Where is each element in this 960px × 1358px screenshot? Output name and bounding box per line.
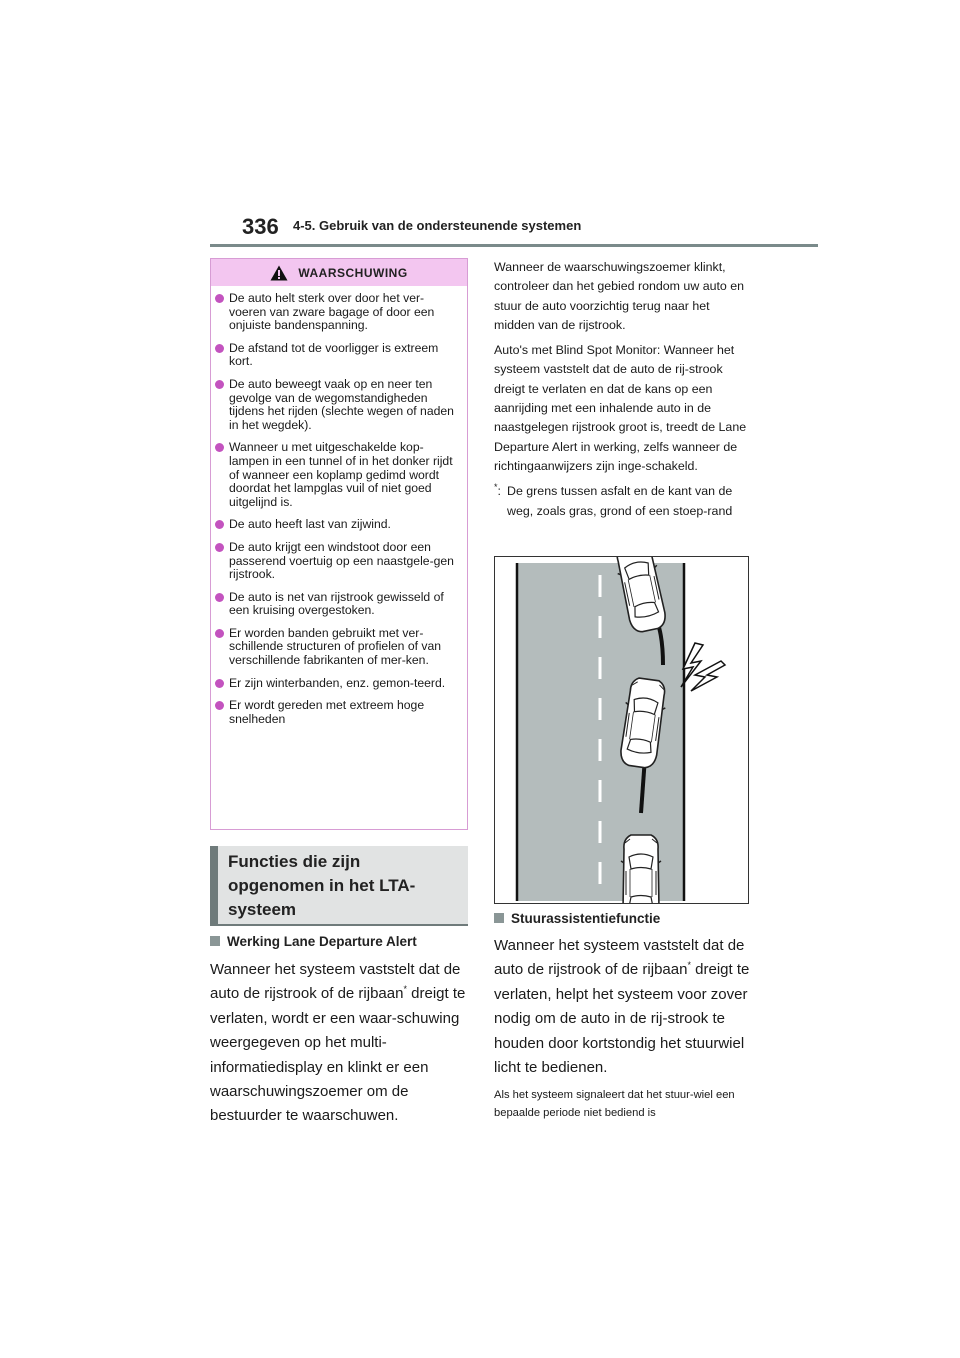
steering-assist-description — [494, 934, 756, 1080]
footnote-asterisk: * — [494, 482, 498, 493]
header-rule — [210, 244, 818, 247]
footnote-colon: : — [497, 484, 501, 499]
warning-title: WAARSCHUWING — [298, 265, 408, 280]
list-item — [211, 541, 467, 582]
lane-departure-alert-description — [210, 958, 472, 1129]
subheading-text: Stuurassistentiefunctie — [511, 911, 661, 926]
paragraph: Wanneer de waarschuwingszoemer klinkt, controleer dan het gebied rondom uw auto en stuur de auto voorzichtig terug naar het midden van de rijstrook. — [494, 260, 745, 332]
section-heading — [210, 846, 468, 926]
body-text: Wanneer het systeem vaststelt dat de auto de rijstrook of de rijbaan — [210, 961, 461, 1003]
bullet-icon — [215, 593, 224, 602]
bullet-icon — [215, 294, 224, 303]
list-item — [211, 591, 467, 618]
warning-item-text: Er zijn winterbanden, enz. gemon-teerd. — [229, 675, 446, 690]
road-diagram — [495, 557, 748, 903]
footnote — [494, 482, 752, 521]
footnote-marker — [494, 482, 507, 521]
bullet-icon — [215, 629, 224, 638]
list-item — [211, 292, 467, 333]
warning-item-text: Wanneer u met uitgeschakelde kop-lampen in een tunnel of in het donker rijdt of wanneer een koplamp gedimd wordt doordat het lampglas vuil of niet goed uitgelijnd is. — [229, 440, 453, 509]
bullet-icon — [215, 543, 224, 552]
subheading-text: Werking Lane Departure Alert — [227, 934, 417, 949]
footnote-text: De grens tussen asfalt en de kant van de weg, zoals gras, grond of een stoep-rand — [507, 484, 733, 518]
body-text: dreigt te verlaten, wordt er een waar-schuwing weergegeven op het multi-informatiedisplay en klinkt er een waarschuwingszoemer om de bestuurder te waarschuwen. — [210, 985, 466, 1125]
section-title: 4-5. Gebruik van de ondersteunende systemen — [293, 218, 582, 233]
bullet-icon — [215, 344, 224, 353]
paragraph: Auto's met Blind Spot Monitor: Wanneer het systeem vaststelt dat de auto de rij-strook dreigt te verlaten en dat de kans op een aanrijding met een inhalende auto in de naastgelegen rijstrook groot is, treedt de Lane Departure Alert in werking, zelfs wanneer de richtingaanwijzers zijn inge-schakeld. — [494, 343, 747, 473]
page-number: 336 — [242, 214, 279, 239]
section-heading-text: Functies die zijn opgenomen in het LTA-systeem — [228, 852, 416, 919]
lane-departure-illustration — [494, 556, 749, 904]
warning-item-text: De auto heeft last van zijwind. — [229, 517, 391, 532]
footnote-reference: * — [403, 984, 407, 995]
bullet-icon — [215, 679, 224, 688]
warning-item-text: De afstand tot de voorligger is extreem kort. — [229, 340, 439, 369]
body-text: dreigt te verlaten, helpt het systeem voor zover nodig om de auto in de rij-strook te houden door kortstondig het stuurwiel licht te bedienen. — [494, 961, 750, 1077]
warning-triangle-icon — [270, 265, 288, 281]
warning-header — [211, 259, 467, 286]
list-item — [211, 699, 467, 726]
warning-item-text: De auto krijgt een windstoot door een passerend voertuig op een naastgele-gen rijstrook. — [229, 539, 454, 582]
square-bullet-icon — [494, 913, 504, 923]
list-item — [211, 627, 467, 668]
subheading-steering-assist — [494, 911, 660, 926]
bullet-icon — [215, 701, 224, 710]
warning-item-text: De auto helt sterk over door het ver-voeren van zware bagage of door een onjuiste bandenspanning. — [229, 291, 435, 333]
car-bottom — [621, 835, 661, 903]
footnote-reference: * — [687, 960, 691, 971]
list-item — [211, 518, 467, 532]
body-text: Wanneer het systeem vaststelt dat de auto de rijstrook of de rijbaan — [494, 937, 745, 979]
warning-item-text: De auto is net van rijstrook gewisseld of een kruising overgestoken. — [229, 589, 444, 618]
bullet-icon — [215, 443, 224, 452]
bullet-icon — [215, 380, 224, 389]
warning-box — [210, 258, 468, 830]
bullet-icon — [215, 520, 224, 529]
list-item — [211, 342, 467, 369]
warning-item-text: Er wordt gereden met extreem hoge snelheden — [229, 698, 425, 726]
warning-item-text: Er worden banden gebruikt met ver-schillende structuren of profielen of van verschillende fabrikanten of mer-ken. — [229, 625, 442, 668]
right-column-text — [494, 258, 752, 521]
list-item — [211, 441, 467, 509]
square-bullet-icon — [210, 936, 220, 946]
small-text: Als het systeem signaleert dat het stuur-wiel een bepaalde periode niet bediend is — [494, 1089, 735, 1119]
warning-list — [211, 292, 467, 735]
warning-item-text: De auto beweegt vaak op en neer ten gevolge van de wegomstandigheden tijdens het rijden (slechte wegen of naden in het wegdek). — [229, 376, 454, 432]
list-item — [211, 677, 467, 691]
list-item — [211, 378, 467, 432]
subheading-lane-departure-alert — [210, 934, 417, 949]
